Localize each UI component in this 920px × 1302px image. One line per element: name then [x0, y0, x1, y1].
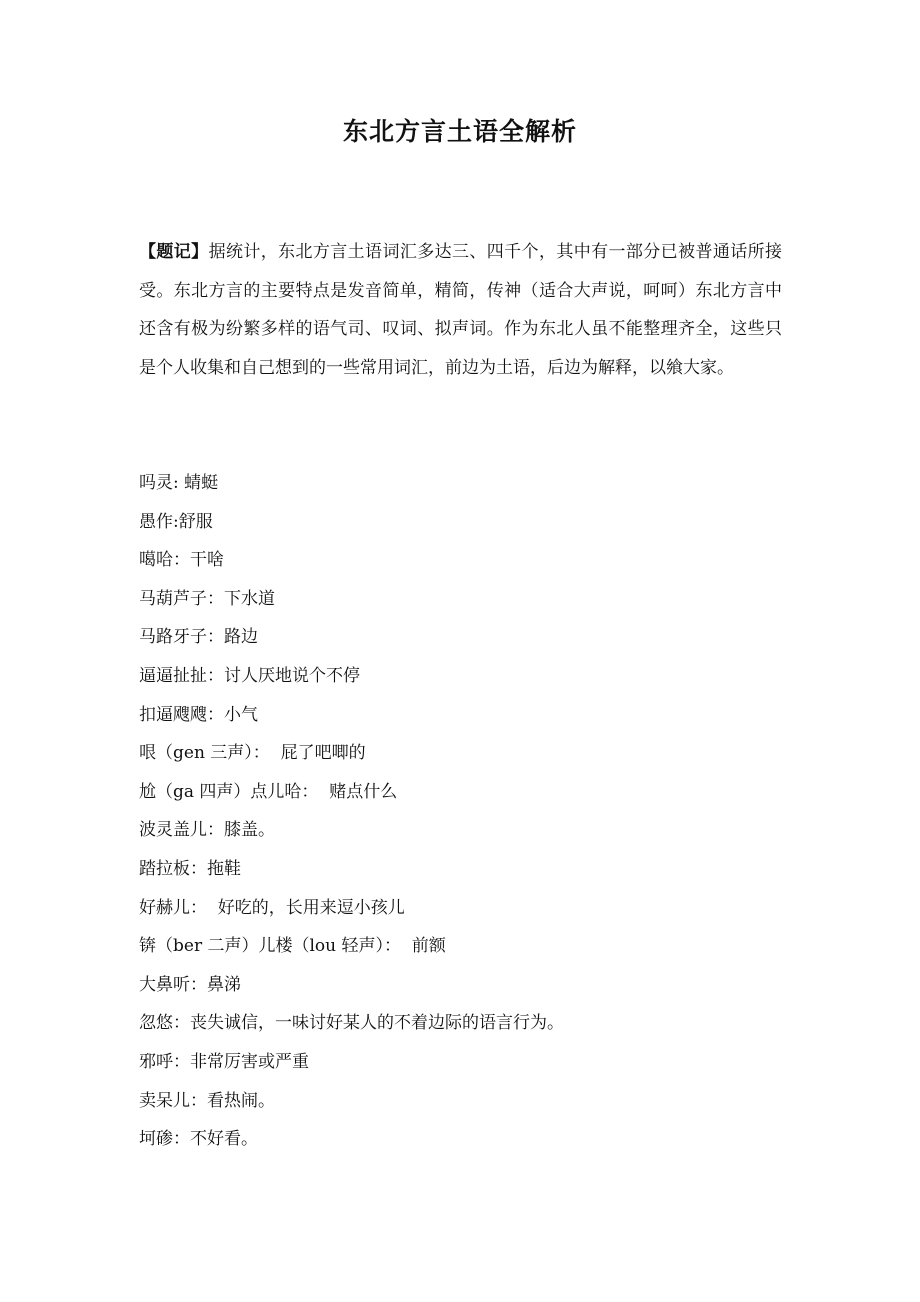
intro-tag: 【题记】 [139, 242, 209, 262]
glossary-entry: 马葫芦子：下水道 [139, 588, 275, 609]
glossary-entry: 好赫儿： 好吃的，长用来逗小孩儿 [139, 897, 405, 918]
document-title: 东北方言土语全解析 [342, 117, 577, 146]
glossary-entry: 吗灵: 蜻蜓 [139, 473, 219, 493]
intro-paragraph [139, 233, 782, 387]
glossary-list [139, 464, 782, 1159]
glossary-entry: 坷碜：不好看。 [139, 1129, 258, 1150]
glossary-entry: 尬（ga 四声）点儿哈： 赌点什么 [139, 781, 398, 802]
glossary-entry: 噶哈：干啥 [139, 550, 224, 571]
glossary-entry: 哏（gen 三声）： 屁了吧唧的 [139, 743, 366, 764]
glossary-entry: 波灵盖儿：膝盖。 [139, 820, 275, 841]
glossary-entry: 逼逼扯扯：讨人厌地说个不停 [139, 665, 360, 686]
glossary-entry: 大鼻听：鼻涕 [139, 974, 241, 995]
glossary-entry: 愚作:舒服 [139, 511, 213, 532]
glossary-entry: 忽悠：丧失诚信，一味讨好某人的不着边际的语言行为。 [139, 1013, 564, 1034]
glossary-entry: 卖呆儿：看热闹。 [139, 1090, 275, 1111]
glossary-entry: 踏拉板：拖鞋 [139, 858, 241, 879]
glossary-entry: 邪呼：非常厉害或严重 [139, 1051, 309, 1072]
glossary-entry: 马路牙子：路边 [139, 627, 258, 648]
intro-text: 据统计，东北方言土语词汇多达三、四千个，其中有一部分已被普通话所接受。东北方言的主要特点是发音简单，精简，传神（适合大声说，呵呵）东北方言中还含有极为纷繁多样的语气司、叹词、拟声词。作为东北人虽不能整理齐全，这些只是个人收集和自己想到的一些常用词汇，前边为土语，后边为解释，以飨大家。 [139, 242, 783, 378]
glossary-entry: 扣逼飕飕：小气 [139, 704, 258, 725]
glossary-entry: 锛（ber 二声）儿楼（lou 轻声）： 前额 [139, 936, 446, 957]
